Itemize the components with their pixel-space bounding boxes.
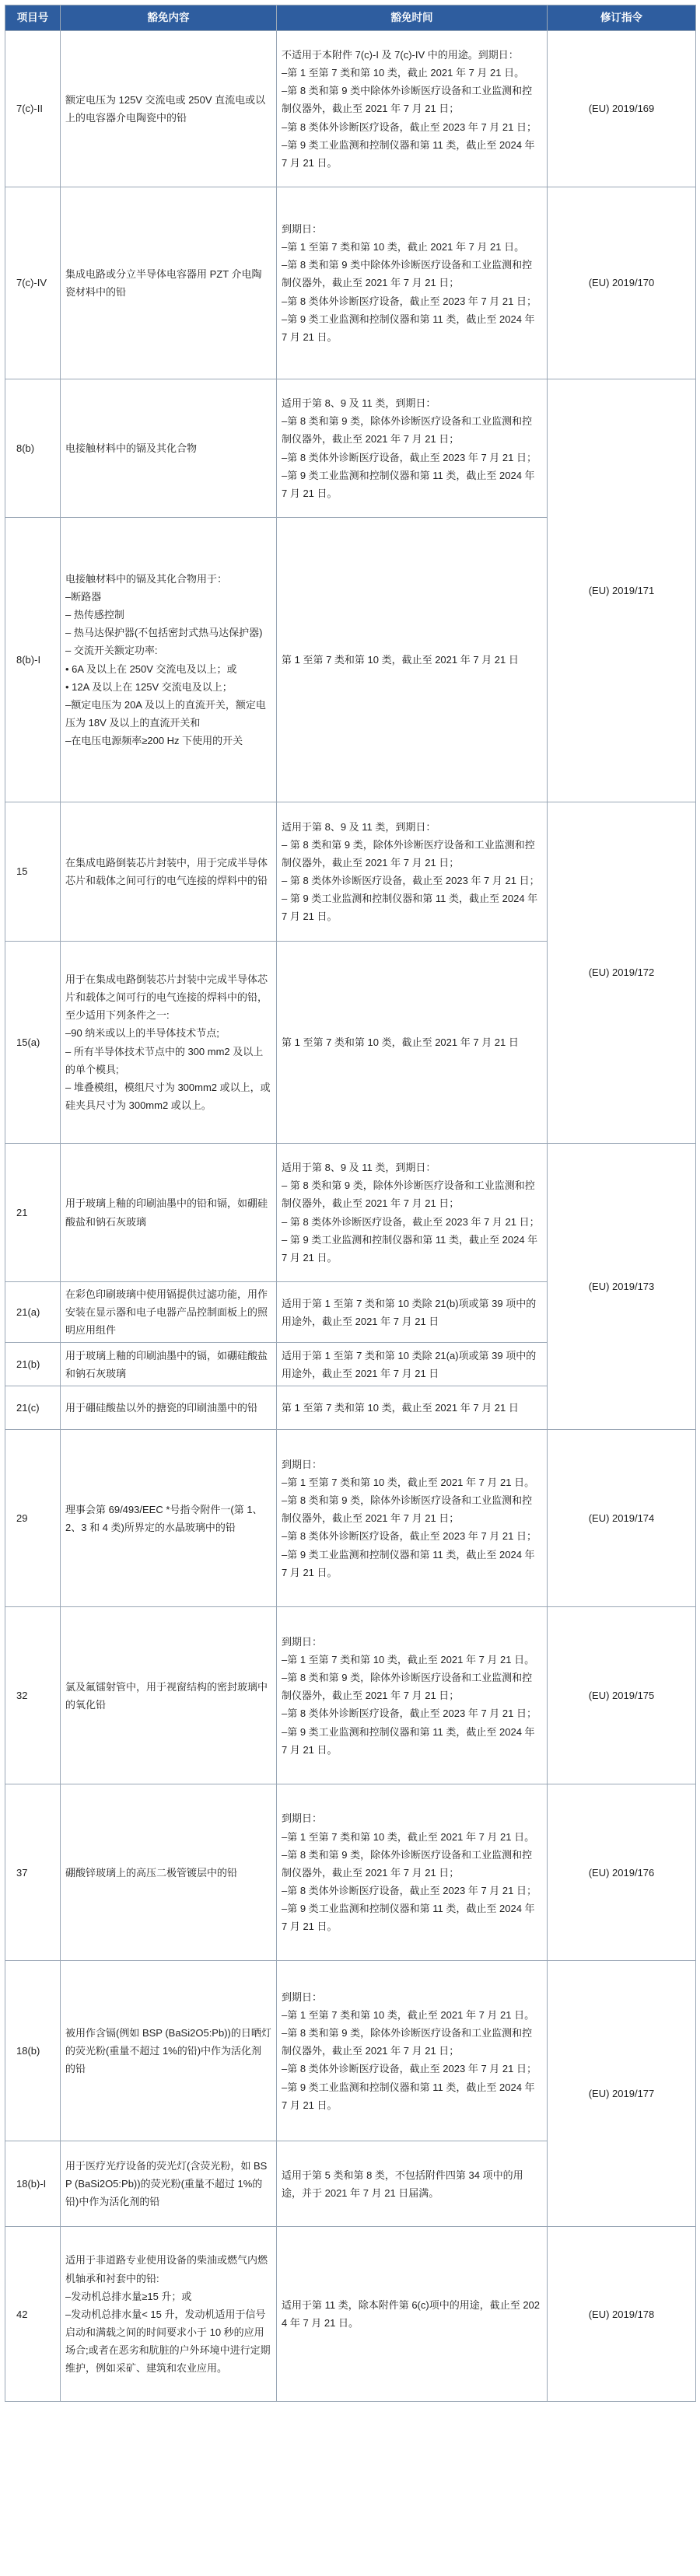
item-content: 在集成电路倒装芯片封装中，用于完成半导体芯片和载体之间可行的电气连接的焊料中的铅	[61, 802, 277, 942]
item-content: 硼酸锌玻璃上的高压二极管镀层中的铅	[61, 1784, 277, 1961]
item-amendment: (EU) 2019/171	[548, 379, 696, 802]
item-content: 额定电压为 125V 交流电或 250V 直流电或以上的电容器介电陶瓷中的铅	[61, 31, 277, 187]
item-period: 到期日： –第 1 至第 7 类和第 10 类，截止至 2021 年 7 月 21 日。 –第 8 类和第 9 类，除体外诊断医疗设备和工业监测和控制仪器外，截止至 2021 年 7 月 21 日； –第 8 类体外诊断医疗设备，截止至 2023 年 7 月 21 日； –第 9 类工业监测和控制仪器和第 11 类，截止至 2024 年 7 月 21 日。	[277, 1607, 548, 1784]
item-period: 到期日： –第 1 至第 7 类和第 10 类，截止至 2021 年 7 月 21 日。 –第 8 类和第 9 类，除体外诊断医疗设备和工业监测和控制仪器外，截止至 2021 年 7 月 21 日； –第 8 类体外诊断医疗设备，截止至 2023 年 7 月 21 日； –第 9 类工业监测和控制仪器和第 11 类，截止至 2024 年 7 月 21 日。	[277, 1961, 548, 2141]
item-amendment: (EU) 2019/176	[548, 1784, 696, 1961]
table-row	[5, 31, 696, 187]
item-no: 8(b)-I	[5, 518, 61, 802]
item-amendment: (EU) 2019/169	[548, 31, 696, 187]
item-no: 32	[5, 1607, 61, 1784]
item-period: 适用于第 8、9 及 11 类，到期日： – 第 8 类和第 9 类，除体外诊断医疗设备和工业监测和控制仪器外，截止至 2021 年 7 月 21 日； – 第 8 类体外诊断医疗设备，截止至 2023 年 7 月 21 日； – 第 9 类工业监测和控制仪器和第 11 类，截止至 2024 年 7 月 21 日。	[277, 1144, 548, 1282]
item-content: 用于玻璃上釉的印刷油墨中的镉，如硼硅酸盐和钠石灰玻璃	[61, 1343, 277, 1386]
item-content: 被用作含镉(例如 BSP (BaSi2O5:Pb))的日晒灯的荧光粉(重量不超过 1%的铅)中作为活化剂的铅	[61, 1961, 277, 2141]
table-row	[5, 802, 696, 942]
item-no: 15(a)	[5, 942, 61, 1144]
item-content: 电接触材料中的镉及其化合物用于： –断路器 – 热传感控制 – 热马达保护器(不包括密封式热马达保护器) – 交流开关额定功率: • 6A 及以上在 250V 交流电及以上；或 • 12A 及以上在 125V 交流电及以上； –额定电压为 20A 及以上的直流开关，额定电压为 18V 及以上的直流开关和 –在电压电源频率≥200 Hz 下使用的开关	[61, 518, 277, 802]
exemption-table	[5, 5, 696, 2402]
item-content: 用于医疗光疗设备的荧光灯(含荧光粉，如 BSP (BaSi2O5:Pb))的荧光粉(重量不超过 1%的铅)中作为活化剂的铅	[61, 2141, 277, 2227]
header-item-no: 项目号	[5, 5, 61, 31]
item-content: 用于玻璃上釉的印刷油墨中的铅和镉，如硼硅酸盐和钠石灰玻璃	[61, 1144, 277, 1282]
item-no: 29	[5, 1430, 61, 1607]
item-amendment: (EU) 2019/178	[548, 2227, 696, 2402]
item-no: 37	[5, 1784, 61, 1961]
item-no: 18(b)	[5, 1961, 61, 2141]
item-content: 氯及氟镭射管中，用于视窗结构的密封玻璃中的氧化铅	[61, 1607, 277, 1784]
item-no: 21	[5, 1144, 61, 1282]
item-amendment: (EU) 2019/172	[548, 802, 696, 1144]
table-row	[5, 1607, 696, 1784]
item-period: 到期日： –第 1 至第 7 类和第 10 类，截止 2021 年 7 月 21 日。 –第 8 类和第 9 类中除体外诊断医疗设备和工业监测和控制仪器外，截止至 2021 年 7 月 21 日； –第 8 类体外诊断医疗设备，截止至 2023 年 7 月 21 日； –第 9 类工业监测和控制仪器和第 11 类，截止至 2024 年 7 月 21 日。	[277, 187, 548, 379]
item-no: 8(b)	[5, 379, 61, 518]
item-period: 第 1 至第 7 类和第 10 类，截止至 2021 年 7 月 21 日	[277, 518, 548, 802]
header-row	[5, 5, 696, 31]
item-amendment: (EU) 2019/175	[548, 1607, 696, 1784]
item-period: 适用于第 5 类和第 8 类，不包括附件四第 34 项中的用途，并于 2021 年 7 月 21 日届满。	[277, 2141, 548, 2227]
item-period: 到期日： –第 1 至第 7 类和第 10 类，截止至 2021 年 7 月 21 日。 –第 8 类和第 9 类，除体外诊断医疗设备和工业监测和控制仪器外，截止至 2021 年 7 月 21 日； –第 8 类体外诊断医疗设备，截止至 2023 年 7 月 21 日； –第 9 类工业监测和控制仪器和第 11 类，截止至 2024 年 7 月 21 日。	[277, 1784, 548, 1961]
item-period: 第 1 至第 7 类和第 10 类，截止至 2021 年 7 月 21 日	[277, 942, 548, 1144]
item-no: 18(b)-I	[5, 2141, 61, 2227]
item-content: 用于硼硅酸盐以外的搪瓷的印刷油墨中的铅	[61, 1386, 277, 1430]
exemption-table-container	[5, 5, 695, 2402]
item-period: 适用于第 1 至第 7 类和第 10 类除 21(b)项或第 39 项中的用途外，截止至 2021 年 7 月 21 日	[277, 1282, 548, 1343]
table-row	[5, 1144, 696, 1282]
header-period: 豁免时间	[277, 5, 548, 31]
header-content: 豁免内容	[61, 5, 277, 31]
item-no: 7(c)-IV	[5, 187, 61, 379]
item-content: 理事会第 69/493/EEC *号指令附件一(第 1、2、3 和 4 类)所界定的水晶玻璃中的铅	[61, 1430, 277, 1607]
item-amendment: (EU) 2019/177	[548, 1961, 696, 2227]
item-content: 用于在集成电路倒装芯片封装中完成半导体芯片和载体之间可行的电气连接的焊料中的铅，至少适用下列条件之一: –90 纳米或以上的半导体技术节点; – 所有半导体技术节点中的 300 mm2 及以上的单个模具; – 堆叠模组，模组尺寸为 300mm2 或以上，或硅夹具尺寸为 300mm2 或以上。	[61, 942, 277, 1144]
table-row	[5, 187, 696, 379]
table-row	[5, 2227, 696, 2402]
item-period: 到期日： –第 1 至第 7 类和第 10 类，截止至 2021 年 7 月 21 日。 –第 8 类和第 9 类，除体外诊断医疗设备和工业监测和控制仪器外，截止至 2021 年 7 月 21 日； –第 8 类体外诊断医疗设备，截止至 2023 年 7 月 21 日； –第 9 类工业监测和控制仪器和第 11 类，截止至 2024 年 7 月 21 日。	[277, 1430, 548, 1607]
item-no: 7(c)-II	[5, 31, 61, 187]
item-no: 21(a)	[5, 1282, 61, 1343]
item-period: 适用于第 8、9 及 11 类，到期日： –第 8 类和第 9 类，除体外诊断医疗设备和工业监测和控制仪器外，截止至 2021 年 7 月 21 日； –第 8 类体外诊断医疗设备，截止至 2023 年 7 月 21 日； –第 9 类工业监测和控制仪器和第 11 类，截止至 2024 年 7 月 21 日。	[277, 379, 548, 518]
item-amendment: (EU) 2019/174	[548, 1430, 696, 1607]
item-content: 集成电路或分立半导体电容器用 PZT 介电陶瓷材料中的铅	[61, 187, 277, 379]
item-period: 适用于第 11 类，除本附件第 6(c)项中的用途，截止至 2024 年 7 月 21 日。	[277, 2227, 548, 2402]
table-row	[5, 379, 696, 518]
item-period: 不适用于本附件 7(c)-I 及 7(c)-IV 中的用途。到期日： –第 1 至第 7 类和第 10 类，截止 2021 年 7 月 21 日。 –第 8 类和第 9 类中除体外诊断医疗设备和工业监测和控制仪器外，截止至 2021 年 7 月 21 日； –第 8 类体外诊断医疗设备，截止至 2023 年 7 月 21 日； –第 9 类工业监测和控制仪器和第 11 类，截止至 2024 年 7 月 21 日。	[277, 31, 548, 187]
item-period: 适用于第 1 至第 7 类和第 10 类除 21(a)项或第 39 项中的用途外，截止至 2021 年 7 月 21 日	[277, 1343, 548, 1386]
item-amendment: (EU) 2019/170	[548, 187, 696, 379]
item-no: 21(c)	[5, 1386, 61, 1430]
item-no: 42	[5, 2227, 61, 2402]
item-period: 第 1 至第 7 类和第 10 类，截止至 2021 年 7 月 21 日	[277, 1386, 548, 1430]
item-amendment: (EU) 2019/173	[548, 1144, 696, 1430]
item-content: 电接触材料中的镉及其化合物	[61, 379, 277, 518]
item-period: 适用于第 8、9 及 11 类，到期日： – 第 8 类和第 9 类，除体外诊断医疗设备和工业监测和控制仪器外，截止至 2021 年 7 月 21 日； – 第 8 类体外诊断医疗设备，截止至 2023 年 7 月 21 日； – 第 9 类工业监测和控制仪器和第 11 类，截止至 2024 年 7 月 21 日。	[277, 802, 548, 942]
table-row	[5, 1961, 696, 2141]
item-no: 21(b)	[5, 1343, 61, 1386]
table-row	[5, 1784, 696, 1961]
header-amendment: 修订指令	[548, 5, 696, 31]
item-content: 适用于非道路专业使用设备的柴油或燃气内燃机轴承和衬套中的铅: –发动机总排水量≥15 升；或 –发动机总排水量< 15 升，发动机适用于信号启动和满载之间的时间要求小于 10 秒的应用场合;或者在恶劣和肮脏的户外环境中进行定期维护，例如采矿、建筑和农业应用。	[61, 2227, 277, 2402]
item-no: 15	[5, 802, 61, 942]
table-row	[5, 1430, 696, 1607]
item-content: 在彩色印刷玻璃中使用镉提供过滤功能，用作安装在显示器和电子电器产品控制面板上的照明应用组件	[61, 1282, 277, 1343]
